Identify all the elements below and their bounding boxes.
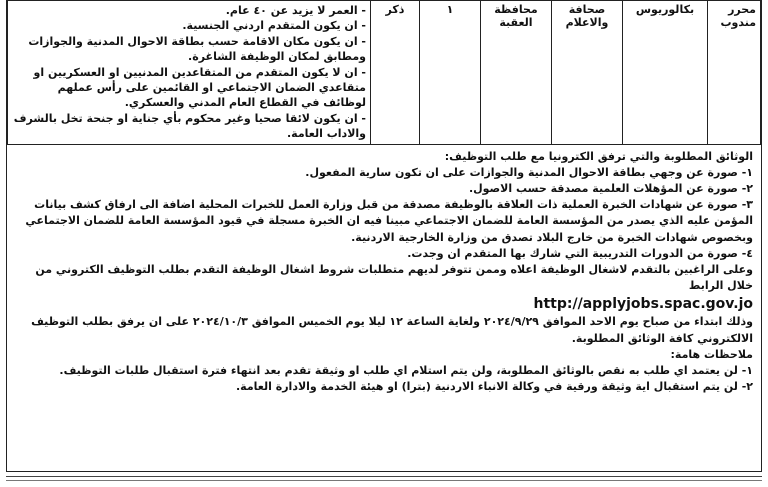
document-item: ١- صورة عن وجهي بطاقة الاحوال المدنية والجوازات على ان تكون سارية المفعول.: [305, 165, 753, 179]
count-cell: ١: [420, 1, 481, 145]
table-row: [8, 1, 761, 145]
apply-instructions: وعلى الراغبين بالتقدم لاشغال الوظيفة اعلاه وممن تتوفر لديهم متطلبات شروط اشغال الوظيفة التقدم بطلب التوظيف الكتروني من خلال الرابط: [35, 263, 753, 293]
document-item: ٤- صورة من الدورات التدريبية التي شارك بها المتقدم ان وجدت.: [407, 246, 753, 260]
specialization-cell: صحافة والاعلام: [552, 1, 623, 145]
deadline-text: وذلك ابتداء من صباح يوم الاحد الموافق ٢٠٢٤/٩/٢٩ ولغاية الساعة ١٢ ليلا يوم الخميس الموافق ٢٠٢٤/١٠/٣ على ان يرفق بطلب التوظيف الالكتروني كافة الوثائق المطلوبة.: [31, 315, 753, 345]
apply-link[interactable]: http://applyjobs.spac.gov.jo: [533, 296, 753, 313]
announcement-body: [7, 145, 761, 396]
documents-heading: الوثائق المطلوبة والتي ترفق الكترونيا مع طلب التوظيف:: [444, 149, 753, 163]
note-item: ٢- لن يتم استقبال اية وثيقة ورقية في وكالة الانباء الاردنية (بترا) او هيئة الخدمة والادارة العامة.: [236, 380, 753, 394]
gender-cell: ذكر: [371, 1, 420, 145]
job-announcement: [6, 0, 762, 472]
condition-item: - ان لا يكون المتقدم من المتقاعدين المدنيين او العسكريين او متقاعدي الضمان الاجتماعي او القائمين على رأس عملهم لوظائف في القطاع العام المدني والعسكري.: [33, 65, 366, 110]
job-title-cell: محرر مندوب: [708, 1, 761, 145]
condition-item: - العمر لا يزيد عن ٤٠ عام.: [225, 4, 366, 17]
document-item: ٢- صورة عن المؤهلات العلمية مصدقة حسب الاصول.: [468, 182, 753, 196]
jobs-table: [7, 0, 761, 145]
condition-item: - ان يكون مكان الاقامة حسب بطاقة الاحوال المدنية والجوازات ومطابق لمكان الوظيفة الشاغرة.: [28, 34, 366, 64]
condition-item: - ان يكون لائقا صحيا وغير محكوم بأي جناية او جنحة تخل بالشرف والاداب العامة.: [13, 111, 366, 141]
notes-heading: ملاحظات هامة:: [670, 347, 753, 361]
condition-item: - ان يكون المتقدم اردني الجنسية.: [182, 19, 366, 33]
note-item: ١- لن يعتمد اي طلب به نقص بالوثائق المطلوبة، ولن يتم استلام اي طلب او وثيقة تقدم بعد انتهاء فترة استقبال طلبات التوظيف.: [59, 364, 753, 378]
document-item: ٣- صورة عن شهادات الخبرة العملية ذات العلاقة بالوظيفة مصدقة من قبل وزارة العمل للخبرات المحلية اضافة الى ارفاق كشف بيانات المؤمن عليه الذي يصدر من المؤسسة العامة للضمان الاجتماعي مبينا فيه ان الخبرة مسجلة في قيود المؤسسة العامة للضمان الاجتماعي وبخصوص شهادات الخبرة من خارج البلاد تصدق من وزارة الخارجية الاردنية.: [25, 198, 753, 244]
degree-cell: بكالوريوس: [623, 1, 708, 145]
governorate-cell: محافظة العقبة: [481, 1, 552, 145]
divider: [6, 476, 762, 477]
conditions-cell: [8, 1, 371, 145]
